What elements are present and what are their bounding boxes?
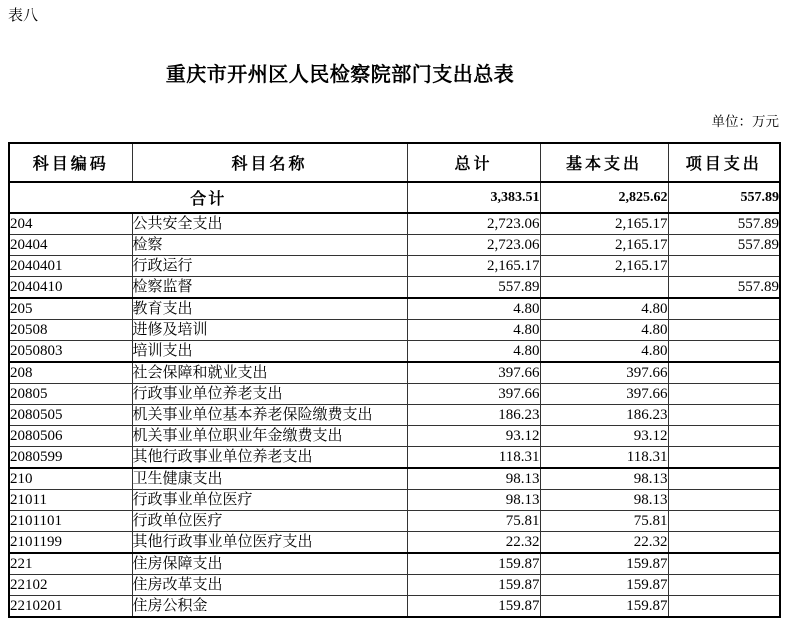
subject-name-cell: 进修及培训 bbox=[132, 320, 407, 341]
table-number-label: 表八 bbox=[8, 8, 39, 24]
basic-expenditure-cell: 98.13 bbox=[540, 468, 668, 490]
subject-code-cell: 21011 bbox=[9, 490, 132, 511]
basic-expenditure-cell bbox=[540, 277, 668, 299]
subject-code-cell: 2040401 bbox=[9, 256, 132, 277]
grand-total-label: 合计 bbox=[9, 182, 407, 213]
table-row bbox=[9, 277, 780, 299]
subject-name-cell: 社会保障和就业支出 bbox=[132, 362, 407, 384]
table-row bbox=[9, 362, 780, 384]
project-expenditure-cell bbox=[668, 341, 780, 363]
basic-expenditure-cell: 2,165.17 bbox=[540, 235, 668, 256]
basic-expenditure-cell: 159.87 bbox=[540, 596, 668, 618]
subject-name-cell: 住房改革支出 bbox=[132, 575, 407, 596]
basic-expenditure-cell: 75.81 bbox=[540, 511, 668, 532]
subject-name-cell: 检察监督 bbox=[132, 277, 407, 299]
subject-code-cell: 2101101 bbox=[9, 511, 132, 532]
subject-code-cell: 208 bbox=[9, 362, 132, 384]
grand-total-project: 557.89 bbox=[668, 182, 780, 213]
project-expenditure-cell bbox=[668, 490, 780, 511]
subject-name-cell: 公共安全支出 bbox=[132, 213, 407, 235]
expenditure-table bbox=[8, 142, 781, 618]
subject-code-cell: 2080505 bbox=[9, 405, 132, 426]
table-row bbox=[9, 596, 780, 618]
table-row bbox=[9, 553, 780, 575]
subject-name-cell: 住房保障支出 bbox=[132, 553, 407, 575]
column-header-subject-name: 科目名称 bbox=[132, 143, 407, 182]
total-cell: 2,723.06 bbox=[407, 213, 540, 235]
table-row bbox=[9, 511, 780, 532]
subject-name-cell: 其他行政事业单位养老支出 bbox=[132, 447, 407, 469]
subject-code-cell: 2080599 bbox=[9, 447, 132, 469]
subject-code-cell: 2101199 bbox=[9, 532, 132, 554]
subject-code-cell: 2080506 bbox=[9, 426, 132, 447]
subject-name-cell: 行政事业单位养老支出 bbox=[132, 384, 407, 405]
basic-expenditure-cell: 159.87 bbox=[540, 575, 668, 596]
unit-note: 单位：万元 bbox=[711, 114, 779, 129]
total-cell: 397.66 bbox=[407, 362, 540, 384]
column-header-project-expenditure: 项目支出 bbox=[668, 143, 780, 182]
total-cell: 98.13 bbox=[407, 490, 540, 511]
project-expenditure-cell bbox=[668, 511, 780, 532]
total-cell: 397.66 bbox=[407, 384, 540, 405]
basic-expenditure-cell: 98.13 bbox=[540, 490, 668, 511]
project-expenditure-cell bbox=[668, 320, 780, 341]
total-cell: 2,723.06 bbox=[407, 235, 540, 256]
project-expenditure-cell: 557.89 bbox=[668, 277, 780, 299]
total-cell: 557.89 bbox=[407, 277, 540, 299]
table-header bbox=[9, 143, 780, 182]
basic-expenditure-cell: 118.31 bbox=[540, 447, 668, 469]
table-row bbox=[9, 426, 780, 447]
project-expenditure-cell bbox=[668, 596, 780, 618]
column-header-subject-code: 科目编码 bbox=[9, 143, 132, 182]
total-cell: 4.80 bbox=[407, 320, 540, 341]
subject-code-cell: 20805 bbox=[9, 384, 132, 405]
basic-expenditure-cell: 2,165.17 bbox=[540, 213, 668, 235]
table-row bbox=[9, 532, 780, 554]
project-expenditure-cell bbox=[668, 447, 780, 469]
subject-name-cell: 住房公积金 bbox=[132, 596, 407, 618]
project-expenditure-cell bbox=[668, 532, 780, 554]
subject-code-cell: 2210201 bbox=[9, 596, 132, 618]
subject-code-cell: 205 bbox=[9, 298, 132, 320]
total-cell: 22.32 bbox=[407, 532, 540, 554]
project-expenditure-cell bbox=[668, 256, 780, 277]
table-row bbox=[9, 213, 780, 235]
table-row bbox=[9, 256, 780, 277]
basic-expenditure-cell: 397.66 bbox=[540, 384, 668, 405]
basic-expenditure-cell: 4.80 bbox=[540, 320, 668, 341]
subject-code-cell: 210 bbox=[9, 468, 132, 490]
basic-expenditure-cell: 4.80 bbox=[540, 298, 668, 320]
table-row bbox=[9, 468, 780, 490]
subject-code-cell: 204 bbox=[9, 213, 132, 235]
subject-name-cell: 其他行政事业单位医疗支出 bbox=[132, 532, 407, 554]
project-expenditure-cell bbox=[668, 384, 780, 405]
project-expenditure-cell bbox=[668, 468, 780, 490]
total-cell: 159.87 bbox=[407, 575, 540, 596]
page-title: 重庆市开州区人民检察院部门支出总表 bbox=[165, 64, 515, 86]
table-row bbox=[9, 320, 780, 341]
project-expenditure-cell bbox=[668, 298, 780, 320]
table-row bbox=[9, 235, 780, 256]
table-row bbox=[9, 447, 780, 469]
subject-code-cell: 20404 bbox=[9, 235, 132, 256]
subject-code-cell: 20508 bbox=[9, 320, 132, 341]
subject-code-cell: 221 bbox=[9, 553, 132, 575]
project-expenditure-cell: 557.89 bbox=[668, 235, 780, 256]
total-cell: 186.23 bbox=[407, 405, 540, 426]
subject-code-cell: 22102 bbox=[9, 575, 132, 596]
total-cell: 93.12 bbox=[407, 426, 540, 447]
project-expenditure-cell bbox=[668, 426, 780, 447]
subject-name-cell: 检察 bbox=[132, 235, 407, 256]
table-row bbox=[9, 298, 780, 320]
grand-total-row bbox=[9, 182, 780, 213]
project-expenditure-cell bbox=[668, 362, 780, 384]
grand-total-total: 3,383.51 bbox=[407, 182, 540, 213]
total-cell: 4.80 bbox=[407, 298, 540, 320]
column-header-total: 总计 bbox=[407, 143, 540, 182]
subject-name-cell: 卫生健康支出 bbox=[132, 468, 407, 490]
table-row bbox=[9, 490, 780, 511]
column-header-basic-expenditure: 基本支出 bbox=[540, 143, 668, 182]
table-row bbox=[9, 575, 780, 596]
basic-expenditure-cell: 93.12 bbox=[540, 426, 668, 447]
subject-name-cell: 机关事业单位基本养老保险缴费支出 bbox=[132, 405, 407, 426]
basic-expenditure-cell: 186.23 bbox=[540, 405, 668, 426]
subject-code-cell: 2050803 bbox=[9, 341, 132, 363]
total-cell: 159.87 bbox=[407, 596, 540, 618]
project-expenditure-cell: 557.89 bbox=[668, 213, 780, 235]
subject-name-cell: 培训支出 bbox=[132, 341, 407, 363]
subject-name-cell: 教育支出 bbox=[132, 298, 407, 320]
table-row bbox=[9, 384, 780, 405]
project-expenditure-cell bbox=[668, 405, 780, 426]
table-row bbox=[9, 341, 780, 363]
subject-name-cell: 行政单位医疗 bbox=[132, 511, 407, 532]
grand-total-basic: 2,825.62 bbox=[540, 182, 668, 213]
total-cell: 4.80 bbox=[407, 341, 540, 363]
table-row bbox=[9, 405, 780, 426]
header-row bbox=[9, 143, 780, 182]
subject-name-cell: 机关事业单位职业年金缴费支出 bbox=[132, 426, 407, 447]
project-expenditure-cell bbox=[668, 553, 780, 575]
basic-expenditure-cell: 22.32 bbox=[540, 532, 668, 554]
total-cell: 159.87 bbox=[407, 553, 540, 575]
subject-name-cell: 行政事业单位医疗 bbox=[132, 490, 407, 511]
basic-expenditure-cell: 159.87 bbox=[540, 553, 668, 575]
subject-name-cell: 行政运行 bbox=[132, 256, 407, 277]
basic-expenditure-cell: 4.80 bbox=[540, 341, 668, 363]
basic-expenditure-cell: 2,165.17 bbox=[540, 256, 668, 277]
total-cell: 98.13 bbox=[407, 468, 540, 490]
total-cell: 2,165.17 bbox=[407, 256, 540, 277]
total-cell: 118.31 bbox=[407, 447, 540, 469]
total-cell: 75.81 bbox=[407, 511, 540, 532]
basic-expenditure-cell: 397.66 bbox=[540, 362, 668, 384]
project-expenditure-cell bbox=[668, 575, 780, 596]
subject-code-cell: 2040410 bbox=[9, 277, 132, 299]
